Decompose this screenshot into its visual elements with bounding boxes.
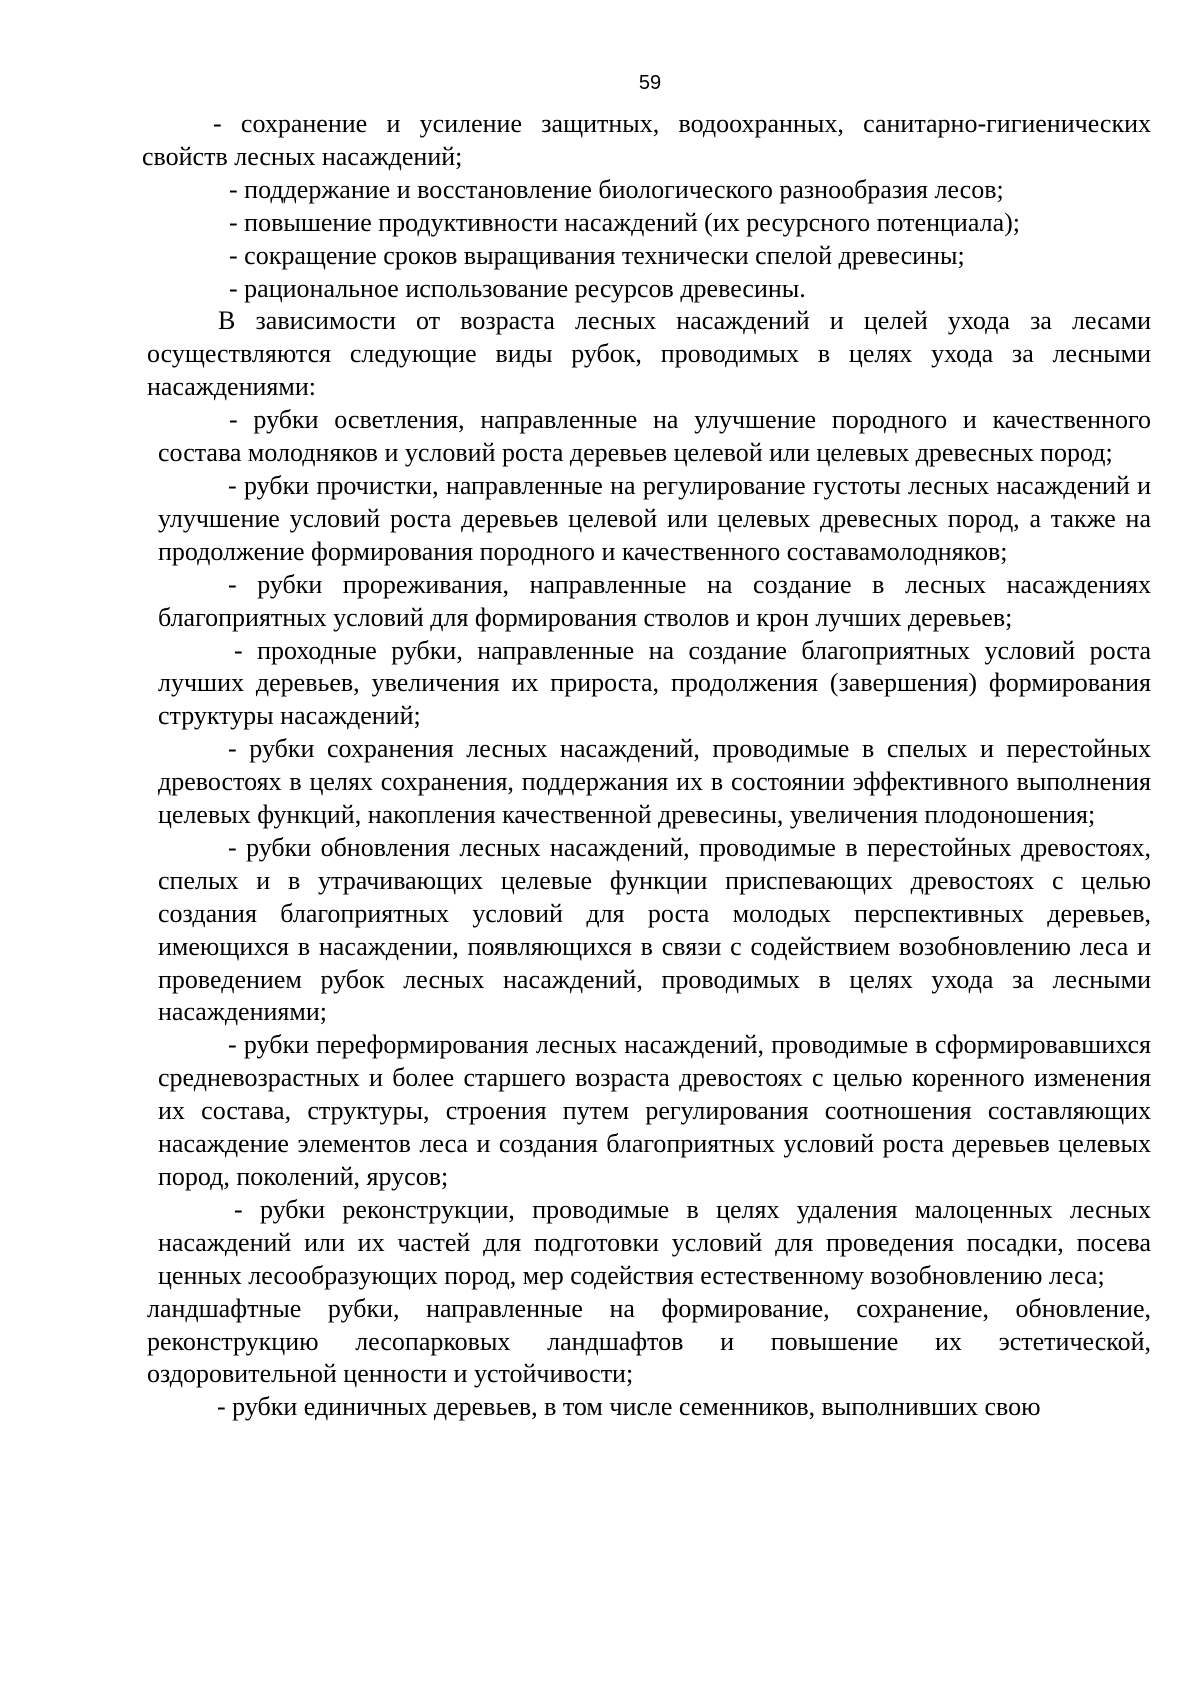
paragraph-passage-felling: - проходные рубки, направленные на создание благоприятных условий роста лучших деревьев, увеличения их прироста, продолжения (завершения) формирования структуры насаждений; bbox=[158, 635, 1151, 731]
paragraph-clearing-felling: - рубки осветления, направленные на улучшение породного и качественного состава молодняков и условий роста деревьев целевой или целевых древесных пород; bbox=[158, 405, 1151, 468]
paragraph-preservation-felling: - рубки сохранения лесных насаждений, проводимые в спелых и перестойных древостоях в целях сохранения, поддержания их в состоянии эффективного выполнения целевых функций, накопления качественной древесины, увеличения плодоношения; bbox=[158, 734, 1151, 830]
paragraph-reconstruction-felling: - рубки реконструкции, проводимые в целях удаления малоценных лесных насаждений или их частей для подготовки условий для проведения посадки, посева ценных лесообразующих пород, мер содействия естественному возобновлению леса; bbox=[158, 1194, 1151, 1290]
paragraph-biodiversity: - поддержание и восстановление биологического разнообразия лесов; bbox=[229, 174, 1004, 204]
paragraph-landscape-felling: ландшафтные рубки, направленные на формирование, сохранение, обновление, реконструкцию лесопарковых ландшафтов и повышение их эстетической, оздоровительной ценности и устойчивости; bbox=[147, 1293, 1151, 1389]
paragraph-renewal-felling: - рубки обновления лесных насаждений, проводимые в перестойных древостоях, спелых и в утрачивающих целевые функции приспевающих древостоях с целью создания благоприятных условий для роста молодых перспективных деревьев, имеющихся в насаждении, появляющихся в связи с содействием возобновлению леса и проведением рубок лесных насаждений, проводимых в целях ухода за лесными насаждениями; bbox=[158, 832, 1151, 1027]
paragraph-single-trees-felling: - рубки единичных деревьев, в том числе семенников, выполнивших свою bbox=[217, 1392, 1041, 1422]
paragraph-intro-felling-types: В зависимости от возраста лесных насаждений и целей ухода за лесами осуществляются следующие виды рубок, проводимых в целях ухода за лесными насаждениями: bbox=[147, 306, 1151, 402]
paragraph-productivity: - повышение продуктивности насаждений (их ресурсного потенциала); bbox=[229, 207, 1020, 237]
paragraph-reformation-felling: - рубки переформирования лесных насаждений, проводимые в сформировавшихся средневозрастных и более старшего возраста древостоях с целью коренного изменения их состава, структуры, строения путем регулирования соотношения составляющих насаждение элементов леса и создания благоприятных условий роста деревьев целевых пород, поколений, ярусов; bbox=[158, 1030, 1151, 1191]
paragraph-protective-properties: - сохранение и усиление защитных, водоохранных, санитарно-гигиенических свойств лесных насаждений; bbox=[142, 109, 1151, 171]
paragraph-growing-time: - сокращение сроков выращивания технически спелой древесины; bbox=[229, 240, 965, 270]
document-body bbox=[142, 108, 1151, 1424]
paragraph-rational-use: - рациональное использование ресурсов древесины. bbox=[229, 273, 806, 303]
paragraph-cleaning-felling: - рубки прочистки, направленные на регулирование густоты лесных насаждений и улучшение условий роста деревьев целевой или целевых древесных пород, а также на продолжение формирования породного и качественного составамолодняков; bbox=[158, 470, 1151, 566]
page-number: 59 bbox=[638, 72, 662, 94]
paragraph-thinning-felling: - рубки прореживания, направленные на создание в лесных насаждениях благоприятных условий для формирования стволов и крон лучших деревьев; bbox=[158, 569, 1151, 632]
